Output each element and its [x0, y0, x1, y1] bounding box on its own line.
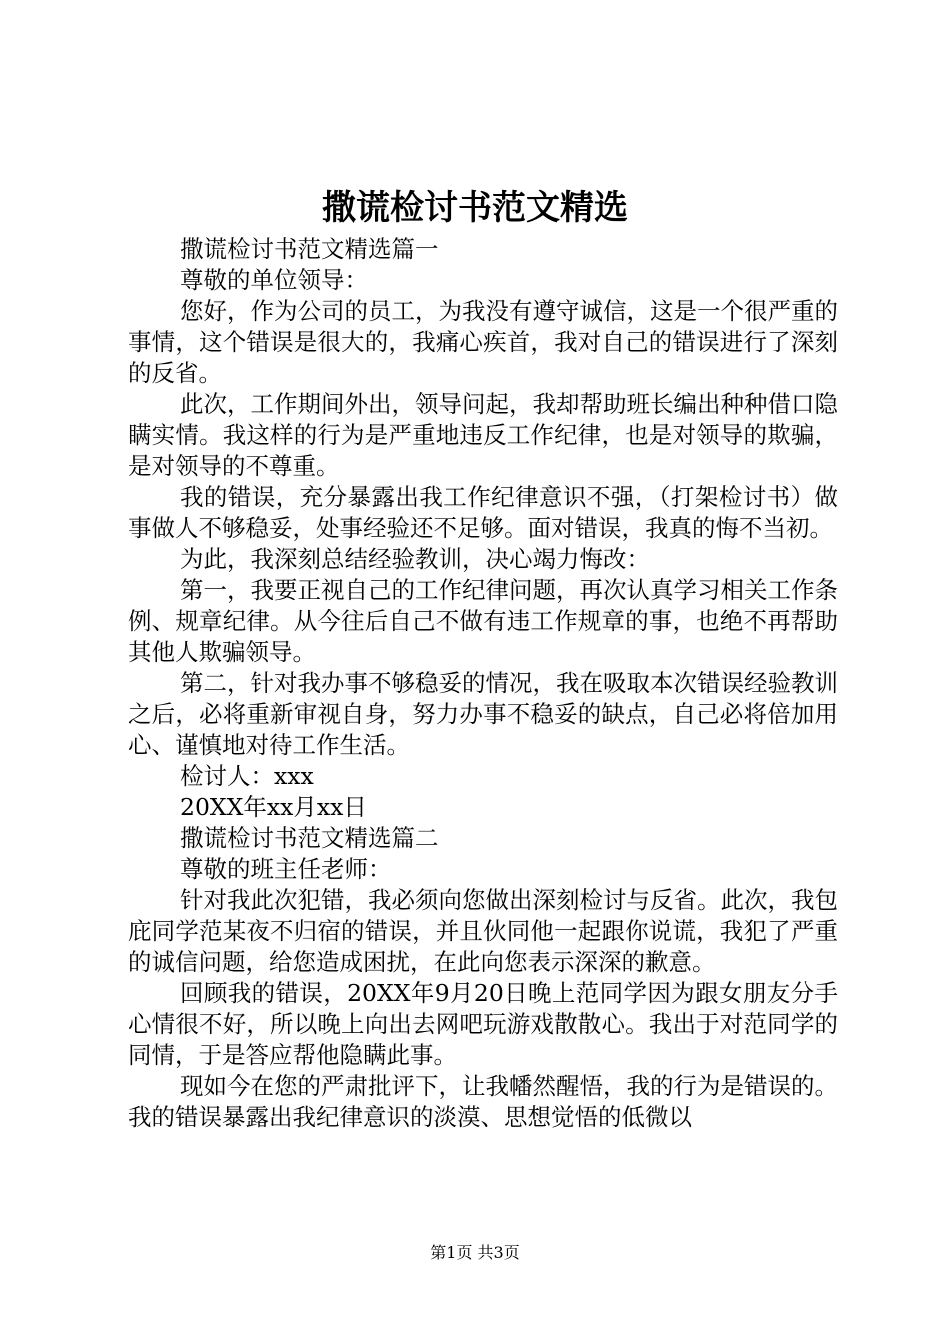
page-footer: 第1页 共3页 — [430, 1243, 520, 1262]
body-paragraph: 您好，作为公司的员工，为我没有遵守诚信，这是一个很严重的事情，这个错误是很大的，我痛心疾首，我对自己的错误进行了深刻的反省。 — [128, 297, 838, 387]
section-heading-2: 撒谎检讨书范文精选篇二 — [180, 824, 439, 852]
salutation-1: 尊敬的单位领导： — [180, 266, 368, 294]
body-paragraph: 我的错误，充分暴露出我工作纪律意识不强，（打架检讨书）做事做人不够稳妥，处事经验还不足够。面对错误，我真的悔不当初。 — [128, 483, 838, 542]
body-paragraph: 针对我此次犯错，我必须向您做出深刻检讨与反省。此次，我包庇同学范某夜不归宿的错误，并且伙同他一起跟你说谎，我犯了严重的诚信问题，给您造成困扰，在此向您表示深深的歉意。 — [128, 886, 838, 976]
body-paragraph: 为此，我深刻总结经验教训，决心竭力悔改： — [180, 545, 650, 573]
body-paragraph: 第一，我要正视自己的工作纪律问题，再次认真学习相关工作条例、规章纪律。从今往后自己不做有违工作规章的事，也绝不再帮助其他人欺骗领导。 — [128, 576, 838, 666]
document-title: 撒谎检讨书范文精选 — [322, 188, 628, 228]
date-line: 20XX年xx月xx日 — [180, 793, 367, 821]
document-body — [128, 234, 838, 1133]
body-paragraph: 此次，工作期间外出，领导问起，我却帮助班长编出种种借口隐瞒实情。我这样的行为是严重地违反工作纪律，也是对领导的欺骗，是对领导的不尊重。 — [128, 390, 838, 480]
body-paragraph: 现如今在您的严肃批评下，让我幡然醒悟，我的行为是错误的。我的错误暴露出我纪律意识的淡漠、思想觉悟的低微以 — [128, 1072, 838, 1131]
salutation-2: 尊敬的班主任老师： — [180, 855, 392, 883]
body-paragraph: 第二，针对我办事不够稳妥的情况，我在吸取本次错误经验教训之后，必将重新审视自身，努力办事不稳妥的缺点，自己必将倍加用心、谨慎地对待工作生活。 — [128, 669, 838, 759]
section-heading-1: 撒谎检讨书范文精选篇一 — [180, 235, 439, 263]
body-paragraph: 回顾我的错误，20XX年9月20日晚上范同学因为跟女朋友分手心情很不好，所以晚上向出去网吧玩游戏散散心。我出于对范同学的同情，于是答应帮他隐瞒此事。 — [128, 979, 838, 1069]
signature-line: 检讨人：xxx — [180, 762, 314, 790]
